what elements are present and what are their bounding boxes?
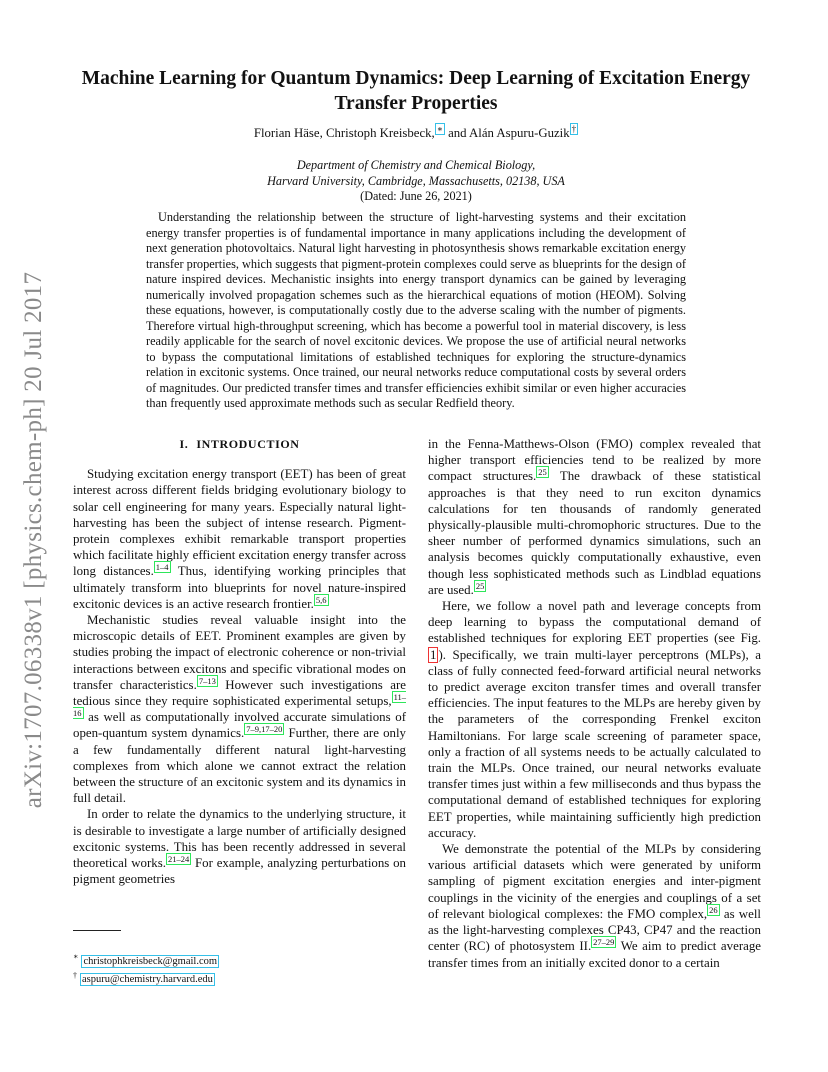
citation-link[interactable]: 7–13 (198, 675, 216, 686)
text-run: Studying excitation energy transport (EET) has been of great interest across different fields bridging evolutionary biology to solar cell engineering for many years. Especially natural light-harvesting has been the subject of intense research. Pigment-protein complexes exhibit remarkable transport properties which facilitate highly efficient excitation energy transfer across long distances. (73, 467, 406, 579)
right-paragraph-1 (428, 436, 761, 598)
email-link-2[interactable]: aspuru@chemistry.harvard.edu (82, 974, 213, 985)
footnote-mark: ∗ (73, 952, 79, 961)
text-run: Thus, identifying working principles that ultimately transform into blueprints for novel nature-inspired excitonic devices is an active research frontier. (73, 564, 406, 611)
text-run: Here, we follow a novel path and leverage concepts from deep learning to bypass the computational demand of established techniques for exploring EET properties (see Fig. (428, 599, 761, 646)
section-number: I. (179, 437, 189, 451)
citation-link[interactable]: 7–9,17–20 (246, 724, 283, 735)
footnote-mark: † (73, 970, 77, 980)
right-paragraph-2 (428, 598, 761, 841)
text-run: ). Specifically, we train multi-layer perceptrons (MLPs), a class of fully connected feed-forward artificial neural networks to predict average exciton transfer times and overall transfer efficiencies. The input features to the MLPs are hereby given by the parameters of the corresponding Frenkel exciton Hamiltonians. For large scale screening of parameter space, only a fraction of all systems needs to be actually calculated to train the MLPs. Once trained, our neural networks evaluate transfer times just within a few milliseconds and thus bypass the computational demand of established techniques for exploring EET properties, while maintaining sufficiently high prediction accuracy. (428, 647, 761, 840)
section-title: INTRODUCTION (196, 437, 300, 451)
citation-link[interactable]: 25 (538, 467, 547, 478)
citation-link[interactable]: 21–24 (167, 853, 190, 864)
arxiv-sidebar (14, 240, 54, 840)
intro-paragraph-1 (73, 466, 406, 612)
citation-link[interactable]: 26 (709, 904, 718, 915)
authors-part-2: and Alán Aspuru-Guzik (444, 126, 570, 140)
citation-link[interactable]: 11–16 (73, 691, 406, 718)
text-run: Mechanistic studies reveal valuable insight into the microscopic details of EET. Prominent examples are given by studies probing the impact of electronic coherence or non-trivial interactions between excitons and specific vibrational modes on transfer characteristics. (73, 613, 406, 692)
author-line (60, 123, 772, 141)
text-run: In order to relate the dynamics to the underlying structure, it is desirable to investigate a large number of artificially designed excitonic systems. This has been recently addressed in several theoretical works. (73, 807, 406, 871)
intro-paragraph-2 (73, 612, 406, 806)
intro-paragraph-3 (73, 806, 406, 887)
text-run: Further, there are only a few fundamentally different natural light-harvesting complexes from which alone we cannot extract the relation between the structure of an excitonic system and its dynamics in full detail. (73, 726, 406, 806)
email-link-1[interactable]: christophkreisbeck@gmail.com (83, 955, 218, 967)
footnotes (73, 950, 406, 987)
text-run: as well as the light-harvesting complexes CP43, CP47 and the reaction center (RC) of photosystem II. (428, 906, 761, 954)
left-column (73, 436, 406, 887)
arxiv-identifier: arXiv:1707.06338v1 [physics.chem-ph] 20 Jul 2017 (20, 271, 47, 809)
text-run: However such investigations are tedious since they require sophisticated experimental setups, (73, 677, 407, 709)
text-run: in the Fenna-Matthews-Olson (FMO) complex revealed that higher transport efficiencies tend to be realized by more compact structures. (428, 437, 761, 484)
right-column (428, 436, 761, 971)
footnote-1 (73, 950, 406, 969)
paper-title: Machine Learning for Quantum Dynamics: Deep Learning of Excitation Energy Transfer Properties (81, 68, 751, 114)
text-run: We aim to predict average transfer times from an initially excited donor to a certain (428, 939, 761, 970)
section-heading (73, 436, 406, 452)
text-run: For example, analyzing perturbations on pigment geometries (73, 856, 406, 887)
author-footnote-mark-1[interactable]: ∗ (436, 123, 443, 134)
affiliation-line-2: Harvard University, Cambridge, Massachusetts, 02138, USA (267, 173, 565, 188)
text-run: The drawback of these statistical approaches is that they need to run exciton dynamics calculations for ten thousands of randomly generated physically-plausible multi-chromophoric structures. Due to the sheer number of performed dynamics simulations, such an analysis becomes quickly computationally exhaustive, even though less sophisticated methods such as Lindblad equations are used. (428, 469, 761, 597)
citation-link[interactable]: 1–4 (155, 562, 169, 573)
affiliation (60, 158, 772, 205)
authors-part-1: Florian Häse, Christoph Kreisbeck, (253, 126, 435, 140)
right-paragraph-3 (428, 841, 761, 971)
abstract: Understanding the relationship between the structure of light-harvesting systems and their excitation energy transfer properties is of fundamental importance in many applications including the development of next generation photovoltaics. Natural light harvesting in photosynthesis shows remarkable excitation energy transfer properties, which suggests that pigment-protein complexes could serve as blueprints for the design of nature inspired devices. Mechanistic insights into energy transport dynamics can be gained by leveraging numerically involved propagation schemes such as the hierarchical equations of motion (HEOM). Solving these equations, however, is computationally costly due to the adverse scaling with the number of pigments. Therefore virtual high-throughput screening, which has become a powerful tool in material discovery, is less readily applicable for the search of novel excitonic devices. We propose the use of artificial neural networks to bypass the computational limitations of established techniques for exploring the structure-dynamics relation in excitonic systems. Once trained, our neural networks reduce computational costs by several orders of magnitudes. Our predicted transfer times and transfer efficiencies exhibit similar or even higher accuracies than frequently used approximate methods such as secular Redfield theory. (146, 210, 686, 410)
dated-line: (Dated: June 26, 2021) (360, 189, 472, 203)
text-run: We demonstrate the potential of the MLPs by considering various artificial datasets which were generated by uniform sampling of pigment excitation energies and inter-pigment couplings in the vicinity of the energies and couplings of a set of relevant biological complexes: the FMO complex, (428, 842, 761, 921)
citation-link[interactable]: 25 (475, 580, 485, 591)
affiliation-line-1: Department of Chemistry and Chemical Biology, (296, 158, 536, 172)
citation-link[interactable]: 5,6 (315, 594, 327, 605)
citation-link[interactable]: 27–29 (593, 937, 615, 947)
figure-link[interactable]: 1 (430, 647, 437, 662)
author-footnote-mark-2[interactable]: † (571, 123, 577, 134)
text-run: as well as computationally involved accurate simulations of open-quantum system dynamics. (73, 710, 406, 741)
footnote-2 (73, 969, 406, 988)
footnote-divider (73, 930, 121, 931)
